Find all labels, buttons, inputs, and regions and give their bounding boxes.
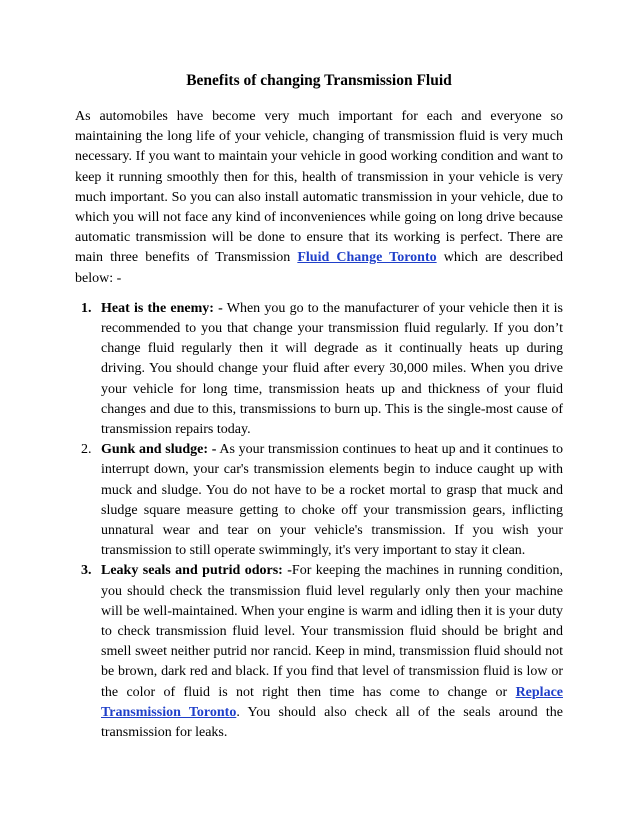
list-item-heading: Heat is the enemy: - bbox=[101, 300, 223, 316]
list-item-body: As your transmission continues to heat up and it continues to interrupt down, your car's transmission elements begin to induce caught up with muck and sludge. You do not have to be a rocket mortal to grasp that muck and sludge square measure getting to choke off your transmission gears, inflicting unnatural wear and tear on your vehicle's transmission. If you wish your transmission to still operate swimmingly, it's very important to stay it clean. bbox=[101, 442, 563, 559]
list-item-heading: Gunk and sludge: - bbox=[101, 442, 217, 458]
list-item-number: 1. bbox=[81, 300, 92, 316]
fluid-change-toronto-link[interactable]: Fluid Change Toronto bbox=[297, 250, 437, 266]
benefits-list bbox=[75, 299, 563, 743]
intro-text: As automobiles have become very much important for each and everyone so maintaining the long life of your vehicle, changing of transmission fluid is very much necessary. If you want to maintain your vehicle in good working condition and want to keep it running smoothly then for this, health of transmission in your vehicle is very much important. So you can also install automatic transmission in your vehicle, due to which you will not face any kind of inconveniences while going on long drive because automatic transmission will be done to ensure that its working is perfect. There are main three benefits of Transmission bbox=[75, 109, 563, 266]
list-item-body: When you go to the manufacturer of your vehicle then it is recommended to you that change your transmission fluid regularly. If you don’t change fluid regularly then it will degrade as it continually heats up during driving. You should change your fluid after every 30,000 miles. When you drive your vehicle for long time, transmission heats up and thickness of your fluid changes and due to this, transmissions to burn up. This is the single-most cause of transmission repairs today. bbox=[101, 300, 564, 438]
list-item bbox=[75, 440, 563, 561]
list-item bbox=[75, 561, 563, 743]
list-item-number: 2. bbox=[81, 442, 92, 458]
list-item bbox=[75, 299, 563, 440]
intro-paragraph bbox=[75, 107, 563, 289]
document-title: Benefits of changing Transmission Fluid bbox=[186, 72, 452, 89]
list-item-after-link: . You should also check all of the seals around the transmission for leaks. bbox=[101, 704, 563, 741]
document-page bbox=[75, 71, 563, 743]
replace-transmission-toronto-link[interactable]: Replace Transmission Toronto bbox=[101, 684, 563, 720]
list-item-heading: Leaky seals and putrid odors: - bbox=[101, 563, 292, 579]
intro-after-link: which are described below: - bbox=[75, 250, 563, 286]
list-item-body: For keeping the machines in running condition, you should check the transmission fluid level regularly only then your machine will be well-maintained. When your engine is warm and idling then it is your duty to check transmission fluid level. Your transmission fluid should be bright and smell sweet neither putrid nor rancid. Keep in mind, transmission fluid should not be brown, dark red and black. If you find that level of transmission fluid is low or the color of fluid is not right then time has come to change or bbox=[101, 563, 564, 700]
list-item-number: 3. bbox=[81, 563, 92, 579]
